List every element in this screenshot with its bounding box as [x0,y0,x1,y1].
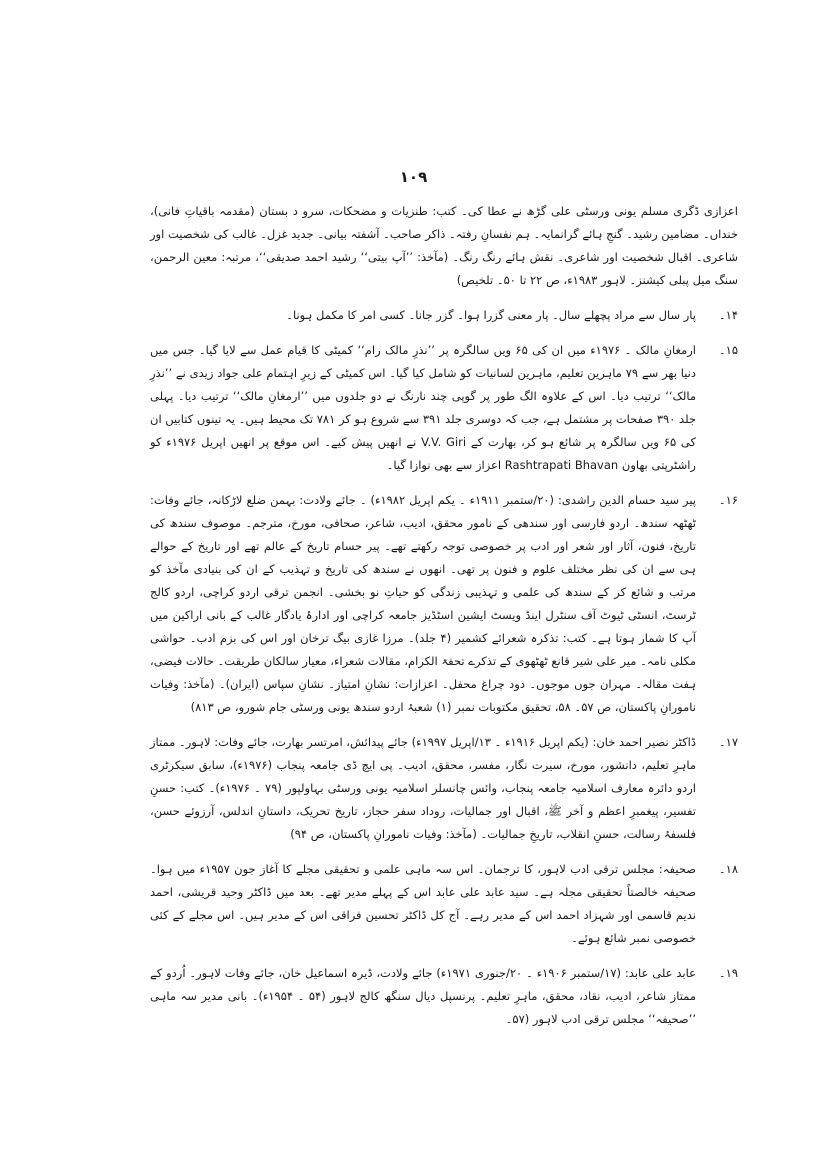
note-16 [150,489,738,719]
note-14 [150,304,738,327]
note-number: ۱۹۔ [718,966,738,980]
note-15 [150,339,738,477]
footnotes-body [150,200,738,1043]
note-text: پار سال سے مراد پچھلے سال۔ پار معنی گزرا ہوا۔ گزر جانا۔ کسی امر کا مکمل ہونا۔ [286,308,696,322]
note-17 [150,731,738,846]
note-18 [150,858,738,950]
note-number: ۱۷۔ [718,735,738,749]
note-text: ڈاکٹر نصیر احمد خان: (یکم اپریل ۱۹۱۶ء ۔ ۱۳/اپریل ۱۹۹۷ء) جائے پیدائش، امرتسر بھارت، جائے وفات: لاہور۔ ممتاز ماہرِ تعلیم، دانشور، مورخ، سیرت نگار، مفسر، محقق، ادیب۔ پی ایچ ڈی جامعہ پنجاب (۱۹۷۶ء)، سابق سیکرٹری اردو دائرہ معارف اسلامیہ جامعہ پنجاب، وائس چانسلر اسلامیہ یونی ورسٹی بہاولپور (۷۹ ۔ ۱۹۷۶ء)۔ کتب: حسنِ تفسیر، پیغمبرِ اعظم و آخر ﷺ، اقبال اور جمالیات، روداد سفر حجاز، تاریخ تحریک، داستانِ اندلس، آرزوئے حسن، فلسفۂ رسالت، حسنِ انقلاب، تاریخِ جمالیات۔ (مآخذ: وفیات نامورانِ پاکستان، ص ۹۴) [150,735,696,841]
note-19 [150,962,738,1031]
note-number: ۱۶۔ [718,493,738,507]
note-number: ۱۴۔ [718,308,738,322]
note-text: عابد علی عابد: (۱۷/ستمبر ۱۹۰۶ء ۔ ۲۰/جنوری ۱۹۷۱ء) جائے ولادت، ڈیرہ اسماعیل خان، جائے وفات لاہور۔ اُردو کے ممتاز شاعر، ادیب، نقاد، محقق، ماہرِ تعلیم۔ پرنسپل دیال سنگھ کالج لاہور (۵۴ ۔ ۱۹۵۴ء)۔ بانی مدیر سہ ماہی ’’صحیفہ‘‘ مجلس ترقی ادب لاہور (۵۷۔ [150,966,696,1026]
note-text: صحیفہ: مجلس ترقی ادب لاہور، کا ترجمان۔ اس سہ ماہی علمی و تحقیقی مجلے کا آغاز جون ۱۹۵۷ء میں ہوا۔ صحیفہ خالصتاً تحقیقی مجلہ ہے۔ سید عابد علی عابد اس کے پہلے مدیر تھے۔ بعد میں ڈاکٹر وحید قریشی، احمد ندیم قاسمی اور شہزاد احمد اس کے مدیر رہے۔ آج کل ڈاکٹر تحسین فراقی اس کے مدیر ہیں۔ اس مجلے کے کئی خصوصی نمبر شائع ہوئے۔ [150,862,697,945]
note-number: ۱۵۔ [718,343,738,357]
page-number: ۱۰۹ [399,168,428,186]
note-number: ۱۸۔ [718,862,738,876]
note-text: ارمغانِ مالک ۔ ۱۹۷۶ء میں ان کی ۶۵ ویں سالگرہ پر ’’نذرِ مالک رام‘‘ کمیٹی کا قیام عمل سے لایا گیا۔ جس میں دنیا بھر سے ۷۹ ماہرین تعلیم، ماہرین لسانیات کو شامل کیا گیا۔ اس کمیٹی کے زیرِ اہتمام علی جواد زیدی نے ’’نذرِ مالک‘‘ ترتیب دیا۔ اس کے علاوہ الگ طور پر گوپی چند نارنگ نے دو جلدوں میں ’’ارمغانِ مالک‘‘ ترتیب دیا۔ پہلی جلد ۳۹۰ صفحات پر مشتمل ہے، جب کہ دوسری جلد ۳۹۱ سے شروع ہو کر ۷۸۱ تک محیط ہیں۔ یہ تینوں کتابیں ان کی ۶۵ ویں سالگرہ پر شائع ہو کر، بھارت کے V.V. Giri نے انھیں پیش کیے۔ اس موقع پر انھیں اپریل ۱۹۷۶ء کو راشٹرپتی بھاون Rashtrapati Bhavan اعزاز سے بھی نوازا گیا۔ [150,343,697,472]
note-text: پیر سید حسام الدین راشدی: (۲۰/ستمبر ۱۹۱۱ء ۔ یکم اپریل ۱۹۸۲ء) ۔ جائے ولادت: بہمن ضلع لاڑکانہ، جائے وفات: ٹھٹھہ سندھ۔ اردو فارسی اور سندھی کے نامور محقق، ادیب، شاعر، صحافی، مورخ، مترجم۔ موصوف سندھ کی تاریخ، فنون، آثار اور شعر اور ادب پر خصوصی توجہ رکھتے تھے۔ پیر حسام تاریخ کے عالم تھے اور تاریخ کے حوالے ہی سے ان کی نظر مختلف علوم و فنون پر تھی۔ انھوں نے سندھ کی تاریخ و تہذیب کے ان کی بنیادی مآخذ کو مرتب و شائع کر کے سندھ کی علمی و تہذیبی زندگی کو حیاتِ نو بخشی۔ انجمن ترقی اردو کراچی، اردو کالج ٹرسٹ، انسٹی ٹیوٹ آف سنٹرل اینڈ ویسٹ ایشین اسٹڈیز جامعہ کراچی اور ادارۂ یادگار غالب کے بانی اراکین میں آپ کا شمار ہوتا ہے۔ کتب: تذکرہ شعرائے کشمیر (۴ جلد)۔ مرزا غازی بیگ ترخان اور اس کی بزم ادب۔ حواشی مکلی نامہ۔ میر علی شیر قانع ٹھٹھوی کے تذکرے تحفۃ الکرام، مقالات شعراء، معیار سالکان طریقت۔ حالات فیضی، ہفت مقالہ۔ مہران جوں موجوں۔ دود چراغ محفل۔ اعزازات: نشانِ امتیاز۔ نشانِ سپاس (ایران)۔ (مآخذ: وفیات نامورانِ پاکستان، ص ۵۷۔ ۵۸، تحقیق مکتوبات نمبر (۱) شعبۂ اردو سندھ یونی ورسٹی جام شورو، ص ۸۱۳) [150,493,697,714]
continued-note-text: اعزازی ڈگری مسلم یونی ورسٹی علی گڑھ نے عطا کی۔ کتب: طنزیات و مضحکات، سرو د بستان (مقدمہ باقیاتِ فانی)، خنداں۔ مضامین رشید۔ گنجِ ہائے گرانمایہ۔ ہم نفسانِ رفتہ۔ ذاکر صاحب۔ آشفتہ بیانی۔ جدید غزل۔ غالب کی شخصیت اور شاعری۔ اقبال شخصیت اور شاعری۔ نقش ہائے رنگ رنگ۔ (مآخذ: ’’آپ بیتی‘‘ رشید احمد صدیقی‘‘، مرتبہ: معین الرحمن، سنگ میل پبلی کیشنز۔ لاہور ۱۹۸۳ء، ص ۲۲ تا ۵۰۔ تلخیص) [150,204,738,287]
